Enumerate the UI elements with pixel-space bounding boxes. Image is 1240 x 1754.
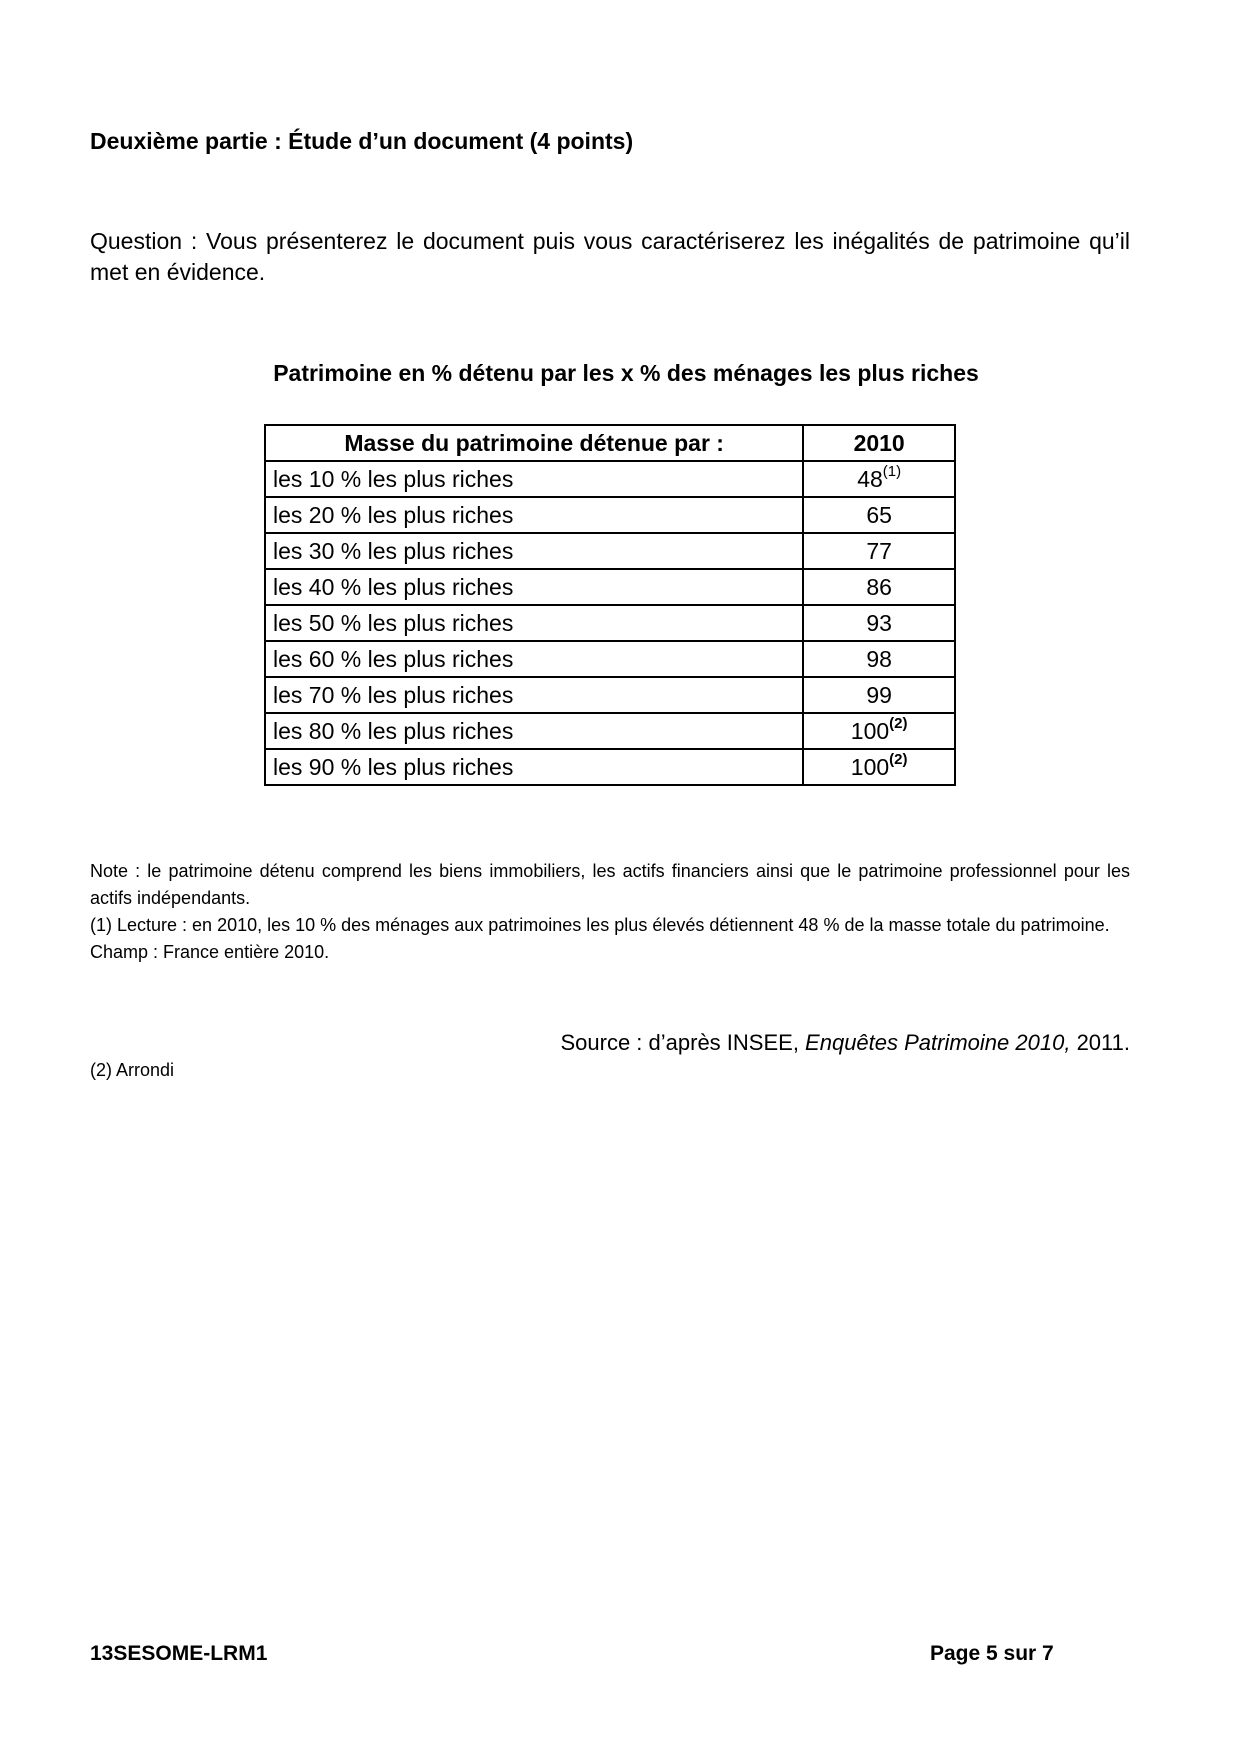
source-prefix: Source : d’après INSEE,: [560, 1030, 806, 1055]
row-value: 99: [866, 681, 892, 708]
row-value: 48: [857, 465, 883, 492]
row-label: les 10 % les plus riches: [265, 461, 803, 497]
section-title: Deuxième partie : Étude d’un document (4 points): [90, 128, 634, 154]
source-line: [560, 1030, 1130, 1056]
row-value-cell: [803, 497, 955, 533]
row-value-cell: [803, 533, 955, 569]
row-value: 98: [866, 645, 892, 672]
row-value: 65: [866, 501, 892, 528]
row-label: les 20 % les plus riches: [265, 497, 803, 533]
footnote-marker: (2): [889, 750, 908, 768]
table-title: Patrimoine en % détenu par les x % des ménages les plus riches: [273, 360, 979, 386]
header-label: Masse du patrimoine détenue par :: [265, 425, 803, 461]
patrimoine-table: [264, 424, 956, 786]
table-row: [265, 677, 955, 713]
row-value: 100: [850, 717, 890, 744]
table-row: [265, 497, 955, 533]
footnote-marker: (1): [882, 462, 902, 480]
footnote-marker: (2): [889, 714, 908, 732]
source-suffix: 2011.: [1070, 1030, 1130, 1055]
champ-text: Champ : France entière 2010.: [90, 942, 330, 962]
row-label: les 90 % les plus riches: [265, 749, 803, 785]
row-value-cell: [803, 461, 955, 497]
note-text: Note : le patrimoine détenu comprend les biens immobiliers, les actifs financiers ainsi que le patrimoine professionnel pour les actifs indépendants.: [90, 861, 1130, 908]
table-row: [265, 533, 955, 569]
footer-code: 13SESOME-LRM1: [90, 1642, 268, 1665]
table-header-row: [265, 425, 955, 461]
lecture-text: (1) Lecture : en 2010, les 10 % des ménages aux patrimoines les plus élevés détiennent 48 % de la masse totale du patrimoine.: [90, 915, 1110, 935]
header-year: 2010: [803, 425, 955, 461]
footer-page-number: Page 5 sur 7: [930, 1642, 1054, 1665]
row-value: 100: [850, 753, 890, 780]
row-value: 93: [866, 609, 892, 636]
table-notes: [90, 858, 1130, 966]
table-row: [265, 749, 955, 785]
question-text: Question : Vous présenterez le document puis vous caractériserez les inégalités de patrimoine qu’il met en évidence.: [90, 228, 1130, 285]
row-value-cell: [803, 713, 955, 749]
row-label: les 70 % les plus riches: [265, 677, 803, 713]
source-publication: Enquêtes Patrimoine 2010,: [805, 1030, 1071, 1055]
row-label: les 40 % les plus riches: [265, 569, 803, 605]
row-label: les 30 % les plus riches: [265, 533, 803, 569]
table-row: [265, 605, 955, 641]
row-label: les 80 % les plus riches: [265, 713, 803, 749]
table-row: [265, 569, 955, 605]
row-value-cell: [803, 605, 955, 641]
row-value-cell: [803, 641, 955, 677]
arrondi-note: (2) Arrondi: [90, 1060, 175, 1080]
row-value-cell: [803, 569, 955, 605]
row-value-cell: [803, 749, 955, 785]
row-label: les 60 % les plus riches: [265, 641, 803, 677]
row-label: les 50 % les plus riches: [265, 605, 803, 641]
table-row: [265, 461, 955, 497]
table-row: [265, 713, 955, 749]
row-value: 77: [866, 537, 892, 564]
table-row: [265, 641, 955, 677]
row-value: 86: [866, 573, 892, 600]
row-value-cell: [803, 677, 955, 713]
